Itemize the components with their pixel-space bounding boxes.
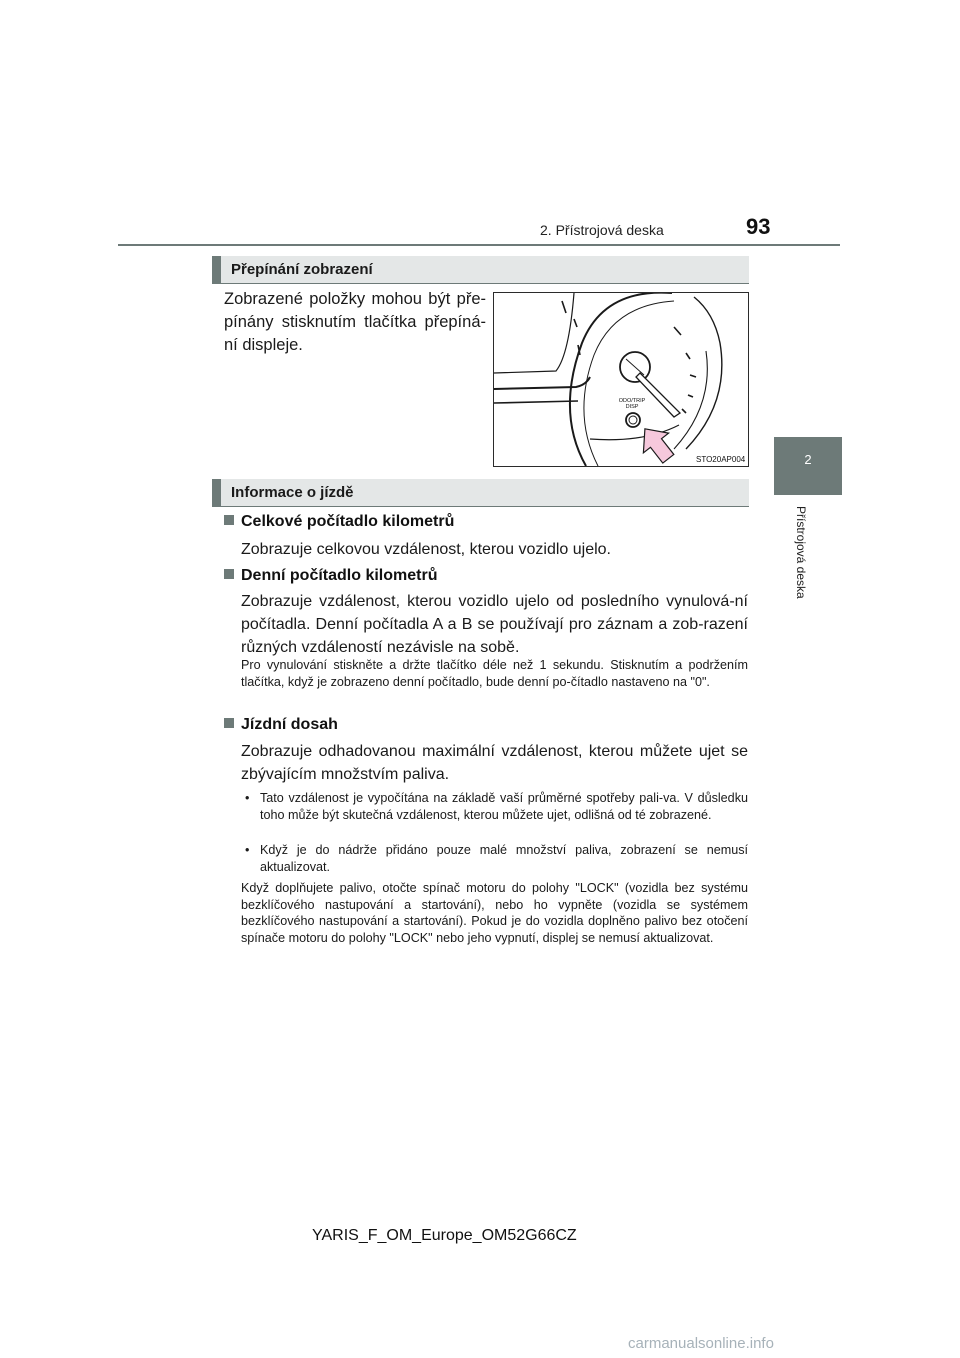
section-title: 2. Přístrojová deska bbox=[540, 222, 664, 238]
left-gauge-edge bbox=[494, 293, 574, 373]
knob-line bbox=[626, 359, 644, 375]
instrument-cluster-figure bbox=[493, 292, 749, 467]
item-heading-text: Denní počítadlo kilometrů bbox=[241, 567, 438, 584]
square-bullet-icon bbox=[224, 718, 234, 728]
instrument-cluster-drawing bbox=[494, 293, 748, 466]
odo-trip-label-line1: ODO/TRIP bbox=[618, 398, 646, 404]
figure-code: STO20AP004 bbox=[696, 455, 746, 464]
item-body-odometer: Zobrazuje celkovou vzdálenost, kterou vozidlo ujelo. bbox=[241, 541, 611, 558]
item-body-trip-meter: Zobrazuje vzdálenost, kterou vozidlo ujelo od posledního vynulová-ní počítadla. Denní počítadla A a B se používají pro záznam a zob-razení různých vzdáleností nezávisle na sobě. bbox=[241, 593, 748, 656]
item-note-trip-meter: Pro vynulování stiskněte a držte tlačítko déle než 1 sekundu. Stisknutím a podržením tlačítka, když je zobrazeno denní počítadlo, bude denní po-čítadlo nastaveno na "0". bbox=[241, 658, 748, 689]
item-heading-text: Jízdní dosah bbox=[241, 716, 338, 733]
tick bbox=[688, 395, 693, 397]
tick bbox=[690, 375, 696, 377]
section-heading-text: Přepínání zobrazení bbox=[231, 261, 373, 278]
chapter-tab-number: 2 bbox=[804, 452, 812, 467]
chapter-tab-label: Přístrojová deska bbox=[794, 506, 808, 599]
odo-trip-label bbox=[612, 398, 652, 410]
watermark: carmanualsonline.info bbox=[628, 1335, 774, 1352]
item-note-refuel: Když doplňujete palivo, otočte spínač motoru do polohy "LOCK" (vozidla bez systému bezklíčového nastupování a startování), nebo ho vypněte (vozidla se systémem bezklíčového nastupování a startování). Pokud je do vozidla doplněno palivo bez otočení spínače motoru do polohy "LOCK" nebo jeho vypnutí, displej se nemusí aktualizovat. bbox=[241, 881, 748, 945]
odo-trip-label-line2: DISP bbox=[625, 404, 639, 410]
square-bullet-icon bbox=[224, 515, 234, 525]
list-item bbox=[243, 842, 748, 875]
item-heading-odometer bbox=[224, 513, 454, 531]
section-heading-display-switching bbox=[212, 256, 749, 284]
square-bullet-icon bbox=[224, 569, 234, 579]
bullet-dot-icon: • bbox=[245, 791, 250, 805]
dial-needle bbox=[636, 373, 680, 417]
bullet-text: Když je do nádrže přidáno pouze malé množství paliva, zobrazení se nemusí aktualizovat. bbox=[260, 843, 748, 874]
item-heading-trip-meter bbox=[224, 567, 437, 585]
section-heading-text: Informace o jízdě bbox=[231, 484, 354, 501]
tick bbox=[682, 409, 686, 413]
tick bbox=[674, 327, 681, 335]
item-heading-text: Celkové počítadlo kilometrů bbox=[241, 513, 455, 530]
bullet-text: Tato vzdálenost je vypočítána na základě vaší průměrné spotřeby pali-va. V důsledku toho může být skutečná vzdálenost, kterou můžete ujet, odlišná od té zobrazené. bbox=[260, 791, 748, 822]
left-gauge-rim bbox=[494, 377, 590, 389]
document-footer: YARIS_F_OM_Europe_OM52G66CZ bbox=[312, 1227, 577, 1244]
page-number: 93 bbox=[746, 214, 771, 239]
section-heading-driving-info bbox=[212, 479, 749, 507]
item-heading-driving-range bbox=[224, 716, 338, 734]
odo-trip-button bbox=[626, 413, 640, 427]
tick bbox=[686, 353, 690, 359]
press-arrow-icon bbox=[632, 419, 681, 466]
list-item bbox=[243, 790, 748, 823]
intro-paragraph: Zobrazené položky mohou být pře-pínány stisknutím tlačítka přepíná-ní displeje. bbox=[224, 290, 486, 354]
dial-right-inner-arc bbox=[674, 351, 707, 449]
left-gauge-lower-rim bbox=[494, 401, 578, 403]
tick bbox=[574, 319, 577, 327]
header-rule bbox=[118, 244, 840, 246]
bullet-dot-icon: • bbox=[245, 843, 250, 857]
item-body-driving-range: Zobrazuje odhadovanou maximální vzdálenost, kterou můžete ujet se zbývajícím množstvím paliva. bbox=[241, 743, 748, 783]
odo-trip-button-inner bbox=[629, 416, 637, 424]
tick bbox=[562, 301, 566, 313]
